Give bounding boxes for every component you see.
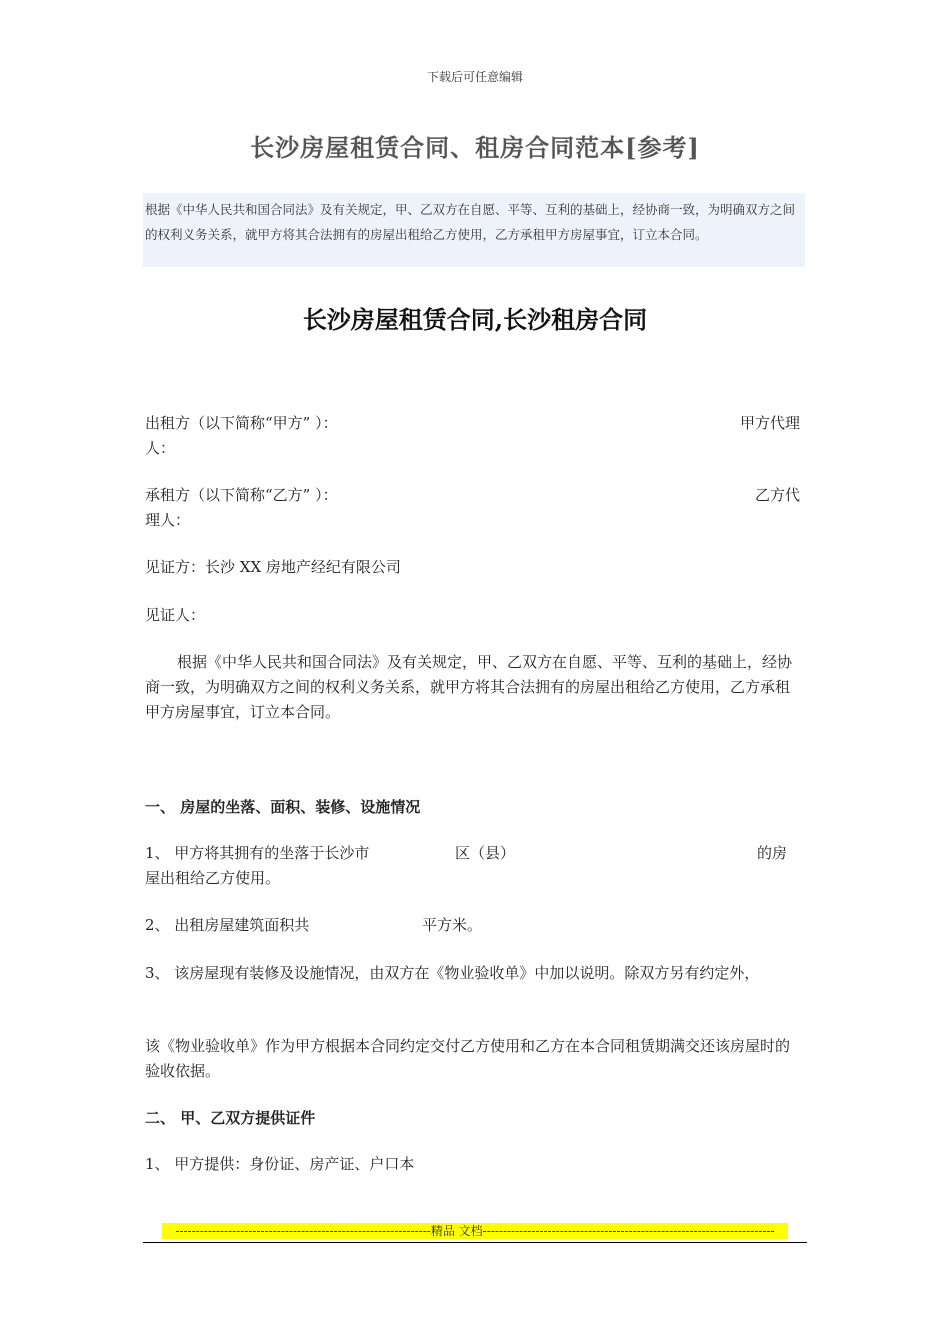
item2-part-a: 2、 出租房屋建筑面积共 — [145, 916, 310, 934]
section2-item1: 1、 甲方提供：身份证、房产证、户口本 — [145, 1155, 415, 1173]
item1-part-c: 的房 — [757, 844, 788, 862]
intro-paragraph: 根据《中华人民共和国合同法》及有关规定，甲、乙双方在自愿、平等、互利的基础上，经协商一致，为明确双方之间的权利义务关系，就甲方将其合法拥有的房屋出租给乙方使用，乙方承租甲方房屋事宜，订立本合同。 — [145, 653, 793, 721]
item1-part-b: 区（县） — [455, 844, 516, 862]
lessor-label: 出租方（以下简称“甲方” ）： — [145, 414, 338, 432]
lessee-line — [145, 483, 800, 508]
section1-heading: 一、 房屋的坐落、面积、装修、设施情况 — [145, 798, 421, 816]
item2-part-b: 平方米。 — [422, 916, 483, 934]
footer-dashes-right: ------------------------------------------------------------------------ — [482, 1224, 775, 1238]
lessor-line — [145, 411, 800, 436]
page-title: 长沙房屋租赁合同、租房合同范本[参考] — [250, 133, 700, 162]
lessor-agent-cont: 人： — [145, 439, 176, 457]
section1-item1 — [145, 841, 800, 866]
summary-box — [143, 193, 805, 267]
contract-title: 长沙房屋租赁合同,长沙租房合同 — [302, 305, 648, 334]
footer-dashes-left: --------------------------------------------------------------- — [175, 1224, 431, 1238]
lessor-agent-label: 甲方代理 — [739, 414, 800, 432]
section1-item2 — [145, 913, 800, 938]
lessee-label: 承租方（以下简称“乙方” ）： — [145, 486, 338, 504]
section1-item1-cont: 屋出租给乙方使用。 — [145, 869, 281, 887]
header-note: 下载后可任意编辑 — [426, 70, 523, 84]
lessee-agent-cont: 理人： — [145, 511, 191, 529]
witness: 见证人： — [145, 606, 206, 624]
footer-label: 精品 文档 — [430, 1224, 483, 1238]
witness-party: 见证方：长沙 XX 房地产经纪有限公司 — [145, 558, 401, 576]
summary-text: 根据《中华人民共和国合同法》及有关规定，甲、乙双方在自愿、平等、互利的基础上，经协商一致，为明确双方之间的权利义务关系，就甲方将其合法拥有的房屋出租给乙方使用，乙方承租甲方房屋事宜，订立本合同。 — [145, 202, 796, 242]
item1-part-a: 1、 甲方将其拥有的坐落于长沙市 — [145, 844, 370, 862]
footer-divider — [143, 1242, 807, 1243]
footer-band — [162, 1223, 788, 1239]
lessee-agent-label: 乙方代 — [754, 486, 800, 504]
section1-item3: 3、 该房屋现有装修及设施情况，由双方在《物业验收单》中加以说明。除双方另有约定外， — [145, 964, 760, 982]
section2-heading: 二、 甲、乙双方提供证件 — [145, 1109, 316, 1127]
section1-note: 该《物业验收单》作为甲方根据本合同约定交付乙方使用和乙方在本合同租赁期满交还该房屋时的验收依据。 — [145, 1037, 791, 1080]
